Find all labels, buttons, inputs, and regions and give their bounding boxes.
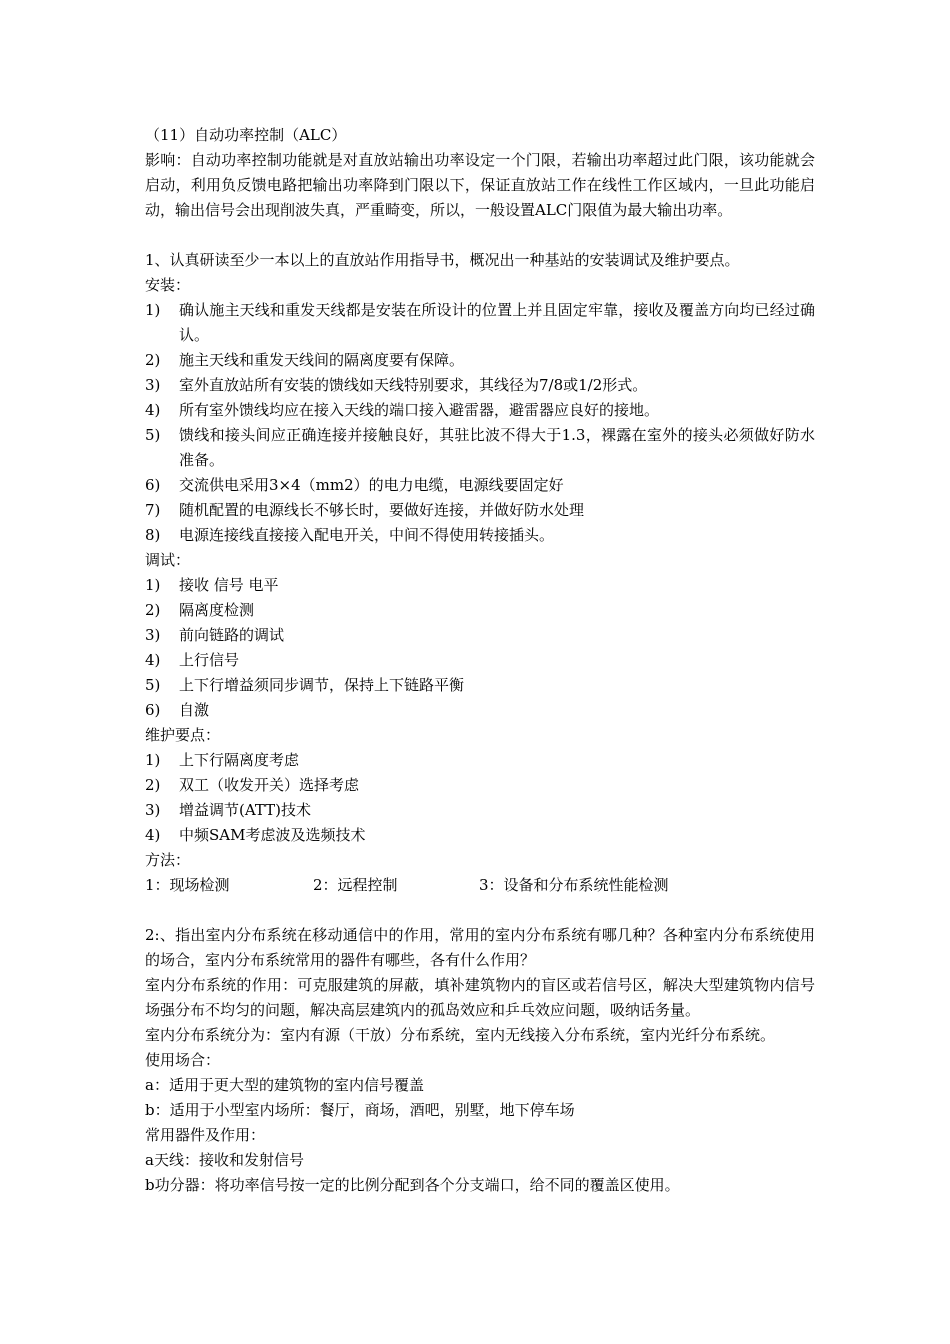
maintain-list xyxy=(145,748,815,848)
item-text: 增益调节(ATT)技术 xyxy=(179,801,312,819)
alc-body: 影响：自动功率控制功能就是对直放站输出功率设定一个门限，若输出功率超过此门限，该功能就会启动，利用负反馈电路把输出功率降到门限以下，保证直放站工作在线性工作区域内，一旦此功能启动，输出信号会出现削波失真，严重畸变，所以，一般设置ALC门限值为最大输出功率。 xyxy=(145,151,815,219)
item-text: 室外直放站所有安装的馈线如天线特别要求，其线径为7/8或1/2形式。 xyxy=(179,376,648,394)
item-number: 3) xyxy=(145,801,161,819)
maintain-label: 维护要点： xyxy=(145,726,221,744)
item-number: 2) xyxy=(145,351,161,369)
item-text: 接收 信号 电平 xyxy=(179,576,279,594)
item-number: 4) xyxy=(145,826,161,844)
install-list xyxy=(145,298,815,548)
debug-list xyxy=(145,573,815,723)
item-text: 随机配置的电源线长不够长时，要做好连接，并做好防水处理 xyxy=(179,501,585,519)
device-b: b功分器：将功率信号按一定的比例分配到各个分支端口，给不同的覆盖区使用。 xyxy=(145,1176,680,1194)
method-remote: 2：远程控制 xyxy=(313,876,398,894)
list-item xyxy=(145,673,815,698)
usage-a: a：适用于更大型的建筑物的室内信号覆盖 xyxy=(145,1076,424,1094)
item-number: 3) xyxy=(145,376,161,394)
item-text: 馈线和接头间应正确连接并接触良好，其驻比波不得大于1.3，裸露在室外的接头必须做好防水准备。 xyxy=(179,426,815,469)
item-text: 所有室外馈线均应在接入天线的端口接入避雷器，避雷器应良好的接地。 xyxy=(179,401,660,419)
method-onsite: 1：现场检测 xyxy=(145,876,230,894)
list-item xyxy=(145,698,815,723)
item-text: 确认施主天线和重发天线都是安装在所设计的位置上并且固定牢靠，接收及覆盖方向均已经过确认。 xyxy=(179,301,815,344)
list-item xyxy=(145,798,815,823)
device-a: a天线：接收和发射信号 xyxy=(145,1151,304,1169)
list-item xyxy=(145,823,815,848)
item-text: 交流供电采用3×4（mm2）的电力电缆，电源线要固定好 xyxy=(179,476,564,494)
document-body xyxy=(145,123,815,1198)
item-number: 1) xyxy=(145,576,161,594)
blank-line xyxy=(145,898,815,923)
debug-label: 调试： xyxy=(145,551,191,569)
devices-label: 常用器件及作用： xyxy=(145,1126,266,1144)
method-performance: 3：设备和分布系统性能检测 xyxy=(479,876,669,894)
item-number: 5) xyxy=(145,426,161,444)
item-text: 自激 xyxy=(179,701,210,719)
list-item xyxy=(145,423,815,473)
item-number: 7) xyxy=(145,501,161,519)
item-text: 上下行增益须同步调节，保持上下链路平衡 xyxy=(179,676,465,694)
methods-label: 方法： xyxy=(145,851,191,869)
item-text: 双工（收发开关）选择考虑 xyxy=(179,776,360,794)
item-number: 1) xyxy=(145,301,161,319)
methods-row xyxy=(145,873,815,898)
list-item xyxy=(145,573,815,598)
item-text: 隔离度检测 xyxy=(179,601,255,619)
item-number: 4) xyxy=(145,651,161,669)
q1-question: 1、认真研读至少一本以上的直放站作用指导书，概况出一种基站的安装调试及维护要点。 xyxy=(145,251,740,269)
item-text: 电源连接线直接接入配电开关，中间不得使用转接插头。 xyxy=(179,526,555,544)
list-item xyxy=(145,398,815,423)
item-text: 上行信号 xyxy=(179,651,240,669)
blank-line xyxy=(145,223,815,248)
usage-b: b：适用于小型室内场所：餐厅，商场，酒吧，别墅，地下停车场 xyxy=(145,1101,575,1119)
item-number: 8) xyxy=(145,526,161,544)
list-item xyxy=(145,773,815,798)
item-number: 6) xyxy=(145,476,161,494)
usage-label: 使用场合： xyxy=(145,1051,221,1069)
item-text: 中频SAM考虑波及选频技术 xyxy=(179,826,366,844)
item-text: 前向链路的调试 xyxy=(179,626,285,644)
install-label: 安装： xyxy=(145,276,191,294)
list-item xyxy=(145,348,815,373)
q2-types: 室内分布系统分为：室内有源（干放）分布系统，室内无线接入分布系统，室内光纤分布系统。 xyxy=(145,1026,776,1044)
q2-role: 室内分布系统的作用：可克服建筑的屏蔽，填补建筑物内的盲区或若信号区，解决大型建筑物内信号场强分布不均匀的问题，解决高层建筑内的孤岛效应和乒乓效应问题，吸纳话务量。 xyxy=(145,976,815,1019)
list-item xyxy=(145,373,815,398)
item-number: 1) xyxy=(145,751,161,769)
item-number: 3) xyxy=(145,626,161,644)
item-number: 6) xyxy=(145,701,161,719)
list-item xyxy=(145,598,815,623)
list-item xyxy=(145,298,815,348)
alc-heading: （11）自动功率控制（ALC） xyxy=(145,126,347,144)
item-text: 施主天线和重发天线间的隔离度要有保障。 xyxy=(179,351,465,369)
item-number: 2) xyxy=(145,776,161,794)
list-item xyxy=(145,473,815,498)
item-number: 5) xyxy=(145,676,161,694)
item-number: 4) xyxy=(145,401,161,419)
list-item xyxy=(145,748,815,773)
list-item xyxy=(145,623,815,648)
q2-question: 2:、指出室内分布系统在移动通信中的作用，常用的室内分布系统有哪几种？各种室内分布系统使用的场合，室内分布系统常用的器件有哪些，各有什么作用？ xyxy=(145,926,815,969)
list-item xyxy=(145,498,815,523)
item-text: 上下行隔离度考虑 xyxy=(179,751,300,769)
item-number: 2) xyxy=(145,601,161,619)
list-item xyxy=(145,523,815,548)
list-item xyxy=(145,648,815,673)
